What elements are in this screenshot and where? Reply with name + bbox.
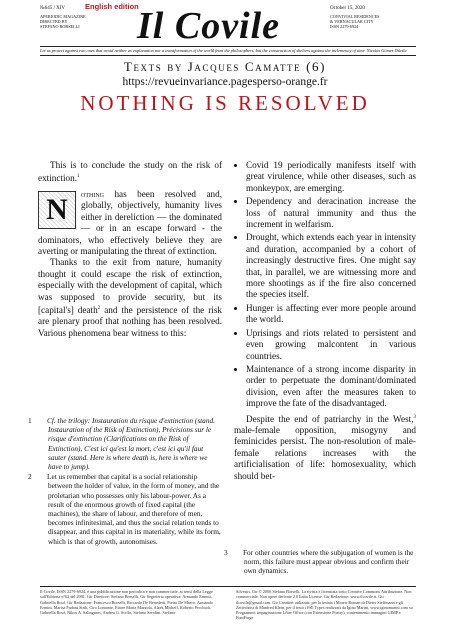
colophon-left: Il Covile, ISSN 2279-6924, è una pubblicazione non periodica e non commerciale, ai sensi della Legge sull'Editoria n°62 del 2001. Gir Direttore: Stefano Borselli. Gir Segreteria operativa: Armando Ermini, Gabriella Rouf. Gir Redazione: Francesco Borselli, Riccardo De Benedetti, Pietro De Marco, Armando Ermini, Marisa Fadoni Strik, Ciro Lomonte, Ettore Maria Mazzola, Alzek Misheff, Roberto Pecchioli, Gabriella Rouf, Nikos A. Salingaros, Andrea G. Sciffo, Stefano Serafini, Stefano — [40, 589, 213, 616]
texts-by: Texts by Jacques Camatte (6) — [123, 59, 327, 74]
list-item: • Dependency and deracination increase the loss of natural immunity and thus the increment in welfarism. — [246, 196, 416, 230]
footnote-text: Cf. the trilogy: Instauration du risque d'extinction (stand. Instauration of the Risk of Extinction), Précisions sur le risque d'extinction (Clarifications on the Risk of Extinction), C'est ici qu'est la mort, c'est ici qu'il faut sauter (stand. Here is where death is, here is where we have to jump). — [47, 416, 215, 472]
left-info-line: APERIODIC MAGAZINE — [40, 14, 86, 19]
header-rule-2 — [40, 55, 416, 56]
footnote-1 — [28, 416, 222, 472]
second-paragraph-rest: and the persistence of the risk are plenary proof that nothing has been resolved. Various phenomena bear witness to this: — [38, 305, 223, 338]
list-item: • Drought, which extends each year in intensity and duration, accompanied by a cohort of increasingly destructive fires. One might say that, in parallel, we are witnessing more and more shootings as if the fire also concerned the species itself. — [246, 232, 416, 300]
list-item: • Hunger is affecting ever more people around the world. — [246, 303, 416, 326]
edition-label: English edition — [85, 2, 139, 11]
left-column — [38, 160, 222, 339]
footnote-text: For other countries where the subjugation of women is the norm, this failure must appear obvious and confirm their own dynamics. — [243, 548, 414, 576]
right-info-line: & VERNACULAR CITY — [330, 19, 374, 25]
list-item: • Uprisings and riots related to persistent and even growing malcontent in various countries. — [246, 328, 416, 362]
footer-rule — [40, 586, 416, 587]
footnote-ref-1[interactable]: 1 — [77, 174, 80, 180]
intro-paragraph — [38, 160, 222, 185]
dropcap-letter: N — [38, 191, 76, 229]
left-footnotes — [28, 416, 222, 546]
footnote-number: 2 — [28, 472, 32, 482]
epigraph: Let us protect against two ones that avoid neither as explanation nor a transformation of the world from the philosophers, but the construction of shelters against the inclemency of time. Nicolás Gómez Dávila — [40, 48, 407, 53]
footnote-3 — [224, 548, 416, 576]
first-paragraph — [38, 189, 222, 257]
second-paragraph — [38, 257, 222, 339]
left-info-line: DIRECTED BY — [40, 19, 68, 25]
footnote-ref-2[interactable]: 2 — [97, 305, 101, 311]
masthead-right-info — [330, 14, 416, 30]
third-paragraph-text: Despite the end of patriarchy in the West, — [246, 413, 414, 424]
header-rule — [40, 46, 416, 47]
list-item: • Covid 19 periodically manifests itself with great virulence, while other diseases, such as monkeypox, are emerging. — [246, 160, 416, 194]
second-paragraph-text: Thanks to the exit from nature, humanity thought it could escape the risk of extinction, especially with the development of capital, which was supposed to provide security, but its [capital's] death — [38, 257, 222, 315]
footnote-text: Let us remember that capital is a social relationship between the holder of value, in the form of money, and the proletarian who possesses only his labour-power. As a result of the enormous growth of fixed capital (the machines), the share of labour, and therefore of men, becomes infinitesimal, and thus the social relation tends to disappear, and thus capital in its materiality, while its form, which is that of growth, autonomises. — [47, 472, 221, 546]
intro-text: This is to conclude the study on the risk of extinction. — [38, 160, 222, 184]
list-item: • Maintenance of a strong income disparity in order to perpetuate the dominant/dominated division, even after the measures taken to improve the fate of the disadvantaged. — [246, 364, 416, 410]
lead-smallcaps: othing — [81, 188, 104, 199]
source-url[interactable]: https://revueinvariance.pagesperso-orange.fr — [122, 76, 328, 88]
left-info-line: STEFANO BORSELLI — [40, 24, 80, 30]
issue-date: October 15, 2020 — [330, 6, 365, 11]
right-footnotes — [224, 548, 416, 576]
first-paragraph-text: has been resolved and, globally, objectively, humanity lives either in dereliction — the dominated — or in an escape forward - the dominators, who effectively believe they are averting or manipulating the threat of extinction. — [38, 188, 223, 256]
right-column — [234, 160, 416, 482]
right-info-line: ISSN 2279-6924 — [330, 24, 359, 30]
third-paragraph-rest: male-female opposition, misogyny and feminicides persist. The non-resolution of male-female relations increases with the artificialisation of life: homosexuality, which should bet- — [234, 425, 416, 481]
footnote-2 — [28, 472, 222, 546]
footnote-number: 3 — [224, 548, 228, 557]
article-headline: NOTHING IS RESOLVED — [80, 91, 370, 115]
phenomena-list — [234, 160, 416, 410]
colophon-right: Silvestri. Gir © 2006 Stefano Borselli. La rivista è licenziata sotto Creative Commons Attribuzione. Non commerciale. Non opere derivate 2.0 Italia License. Gir Redazione: www.ilcovile.it. Gir ilcovile@gmail.com. Gir Caratteri utilizzati: per la testata i Morris Roman di Dieter Steffmann e gli Zeitechrist di Manfred Klein, per il testo i Fell Types realizzati da Igino Marini, www.iginomarini.com su Programmi: impaginazione Libre Office (con Estensione Poetry), contenimento immagini GIMP e FontForge — [236, 589, 413, 621]
footnote-number: 1 — [28, 416, 32, 425]
footnote-ref-3[interactable]: 3 — [413, 414, 416, 420]
masthead-left-info — [40, 14, 110, 30]
third-paragraph — [234, 412, 416, 483]
right-info-line: CONVIVIAL RESIDENCES — [330, 14, 380, 19]
masthead-title: Il Covile — [137, 5, 281, 47]
issue-number: №645 / XIV — [40, 6, 66, 11]
